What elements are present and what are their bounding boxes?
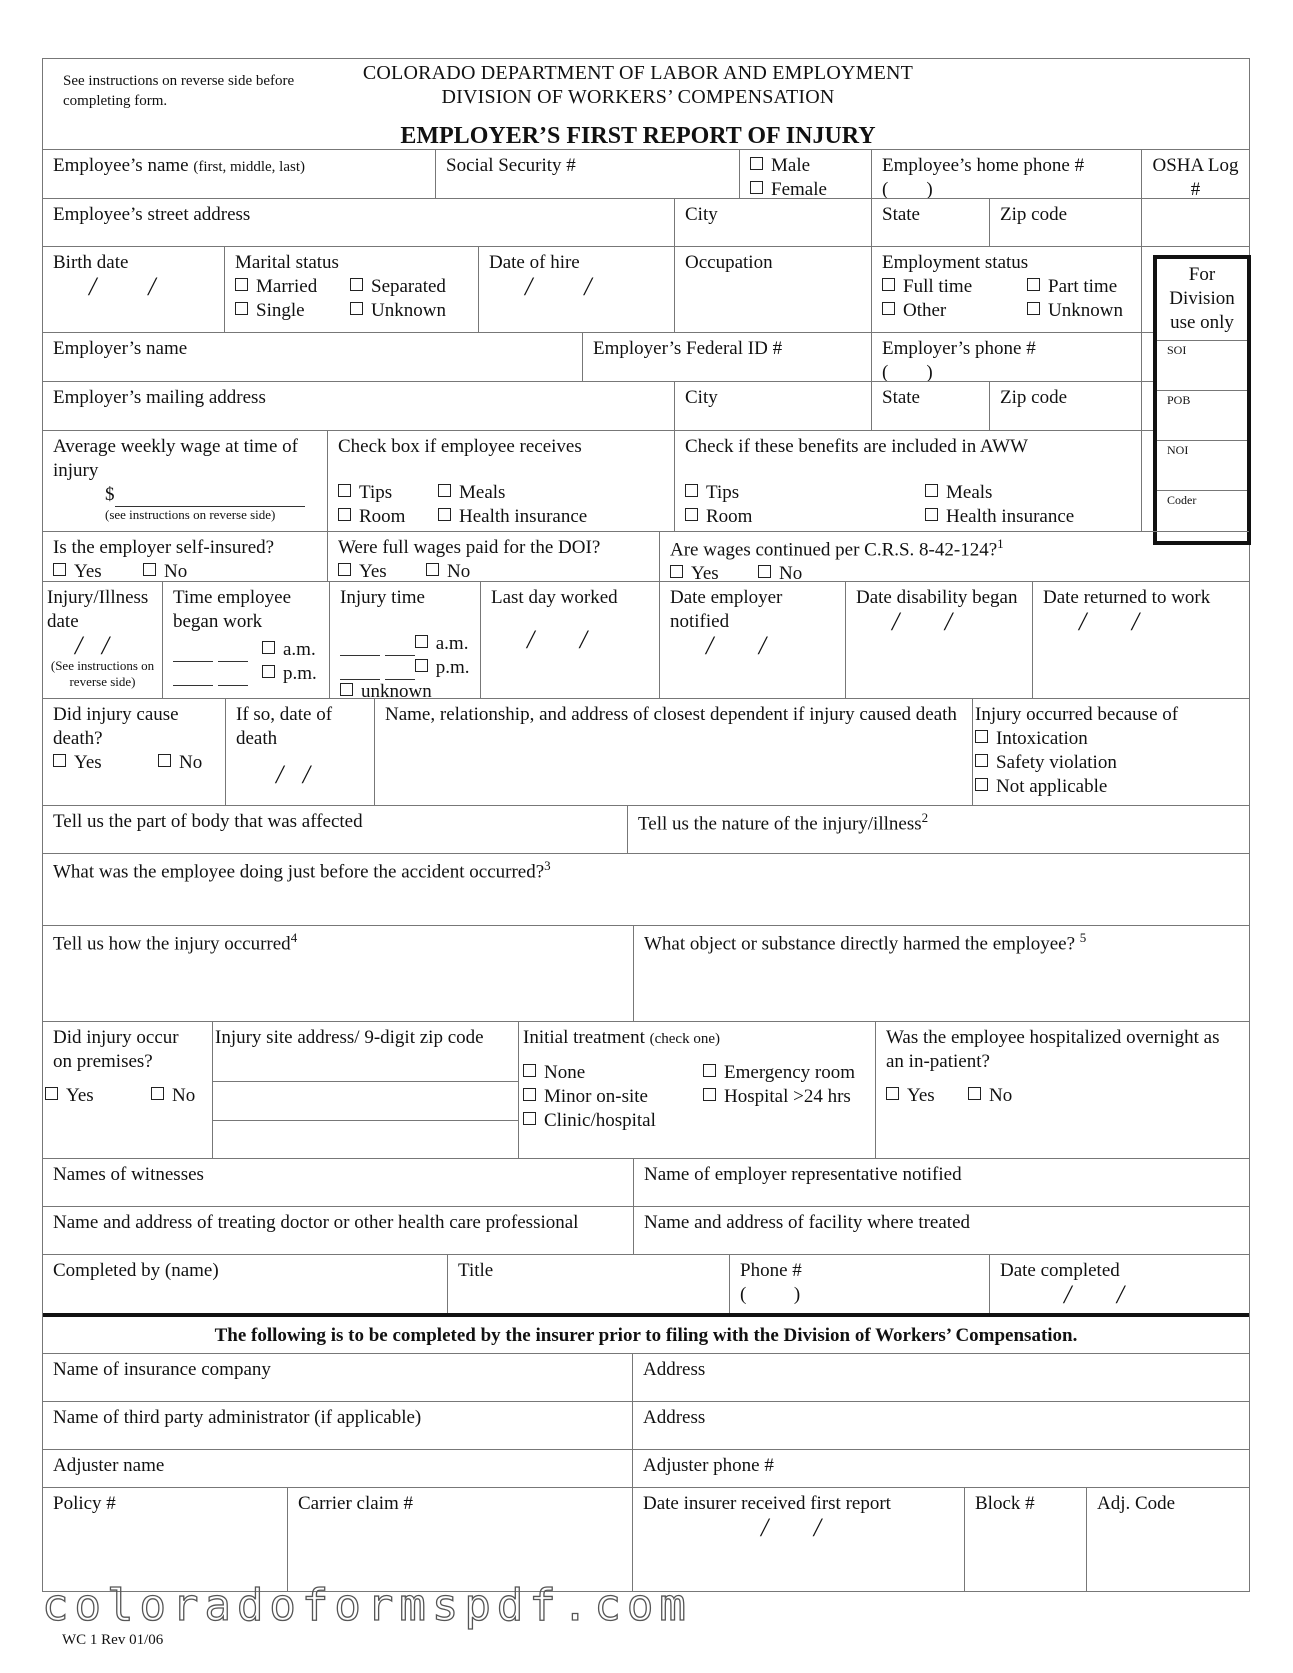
self-insured-no-checkbox[interactable] (143, 563, 156, 576)
premises-no-label: No (172, 1085, 196, 1106)
employer-zip-label: Zip code (1000, 387, 1068, 408)
treatment-minor-checkbox[interactable] (523, 1088, 536, 1101)
wages-continued-yes-checkbox[interactable] (670, 565, 683, 578)
row-dates (43, 581, 1249, 702)
row-wages (43, 430, 1249, 532)
included-tips-checkbox[interactable] (685, 484, 698, 497)
receives-room-checkbox[interactable] (338, 508, 351, 521)
activity-label: What was the employee doing just before the accident occurred? (53, 861, 545, 883)
row-adjuster (43, 1449, 1249, 1488)
dependent-label: Name, relationship, and address of closest dependent if injury caused death (385, 704, 957, 725)
row-doctor (43, 1206, 1249, 1255)
premises-label: Did injury occur on premises? (53, 1027, 179, 1072)
disability-label: Date disability began (856, 587, 1018, 608)
death-no-checkbox[interactable] (158, 754, 171, 767)
marital-unknown-label: Unknown (371, 300, 446, 321)
footnote-3: 3 (544, 858, 551, 873)
married-label: Married (256, 276, 318, 297)
wages-continued-no-label: No (779, 563, 803, 585)
self-insured-yes-checkbox[interactable] (53, 563, 66, 576)
included-tips-label: Tips (706, 482, 740, 503)
state-label: State (882, 204, 920, 225)
facility-field[interactable] (634, 1207, 1249, 1255)
city-label: City (685, 204, 718, 225)
row-employer (43, 332, 1249, 382)
body-part-field[interactable] (43, 806, 628, 854)
not-applicable-checkbox[interactable] (975, 778, 988, 791)
adjuster-field[interactable] (43, 1450, 633, 1488)
form-revision: WC 1 Rev 01/06 (62, 1632, 164, 1648)
included-health-checkbox[interactable] (925, 508, 938, 521)
employer-name-field[interactable] (43, 333, 583, 382)
block-label: Block # (975, 1493, 1035, 1514)
row-policy (43, 1487, 1249, 1592)
employer-zip-field[interactable] (990, 382, 1142, 431)
coder-field: Coder (1167, 493, 1197, 507)
employee-name-field[interactable] (43, 150, 436, 199)
row-insurance-company (43, 1353, 1249, 1402)
self-insured-label: Is the employer self-insured? (53, 537, 275, 558)
ssn-field[interactable] (436, 150, 740, 199)
premises-group (43, 1022, 213, 1159)
date-completed-field[interactable]: Date completed / / (990, 1255, 1249, 1314)
mailing-address-label: Employer’s mailing address (53, 387, 266, 408)
because-label: Injury occurred because of (975, 704, 1179, 725)
insurance-company-field[interactable] (43, 1354, 633, 1402)
single-checkbox[interactable] (235, 302, 248, 315)
because-group (973, 699, 1249, 806)
treatment-clinic-checkbox[interactable] (523, 1112, 536, 1125)
witnesses-label: Names of witnesses (53, 1164, 204, 1185)
adjuster-label: Adjuster name (53, 1455, 165, 1476)
row-body-part (43, 805, 1249, 854)
injury-date-note: (See instructions on reverse side) (50, 658, 155, 689)
doctor-label: Name and address of treating doctor or other health care professional (53, 1212, 579, 1233)
row-witnesses (43, 1158, 1249, 1207)
injury-unknown-label: unknown (361, 681, 432, 702)
wages-continued-yes-label: Yes (691, 563, 719, 585)
row-death (43, 698, 1249, 806)
death-group (43, 699, 226, 806)
department-heading (343, 61, 933, 109)
activity-field[interactable] (43, 854, 1249, 926)
overnight-yes-checkbox[interactable] (886, 1087, 899, 1100)
occupation-label: Occupation (685, 252, 773, 273)
overnight-label: Was the employee hospitalized overnight as an in-patient? (886, 1027, 1220, 1072)
treatment-clinic-label: Clinic/hospital (544, 1110, 656, 1131)
included-health-label: Health insurance (946, 506, 1075, 527)
wages-continued-group (660, 532, 1249, 585)
object-field[interactable] (634, 926, 1249, 1022)
site-address-group (213, 1022, 519, 1159)
full-wages-no-label: No (447, 561, 471, 582)
row-activity (43, 853, 1249, 926)
insurance-company-label: Name of insurance company (53, 1359, 271, 1380)
employer-name-label: Employer’s name (53, 338, 188, 359)
employment-status-group (872, 247, 1142, 333)
employment-status-label: Employment status (882, 252, 1029, 273)
tpa-address-field[interactable] (633, 1402, 1249, 1450)
instructions-note: See instructions on reverse side before completing form. (63, 73, 295, 109)
completed-by-label: Completed by (name) (53, 1260, 219, 1281)
city-field[interactable] (675, 199, 872, 247)
began-am-checkbox[interactable] (262, 641, 275, 654)
treatment-er-checkbox[interactable] (703, 1064, 716, 1077)
receives-meals-checkbox[interactable] (438, 484, 451, 497)
federal-id-label: Employer’s Federal ID # (593, 338, 783, 359)
object-label: What object or substance directly harmed the employee? (644, 933, 1076, 955)
receives-tips-label: Tips (359, 482, 393, 503)
adj-code-field[interactable] (1087, 1488, 1249, 1592)
premises-yes-checkbox[interactable] (45, 1087, 58, 1100)
premises-no-checkbox[interactable] (151, 1087, 164, 1100)
noi-field: NOI (1157, 441, 1247, 491)
adjuster-phone-field[interactable] (633, 1450, 1249, 1488)
form-title: EMPLOYER’S FIRST REPORT OF INJURY (400, 123, 876, 149)
employment-unknown-label: Unknown (1048, 300, 1123, 321)
wages-continued-no-checkbox[interactable] (758, 565, 771, 578)
company-address-field[interactable] (633, 1354, 1249, 1402)
other-label: Other (903, 300, 947, 321)
date-completed-label: Date completed (1000, 1260, 1120, 1281)
tpa-field[interactable] (43, 1402, 633, 1450)
returned-label: Date returned to work (1043, 587, 1211, 608)
death-no-label: No (179, 752, 203, 773)
time-began-field[interactable] (163, 582, 330, 699)
phone-paren: ( ) (740, 1284, 801, 1305)
adj-code-label: Adj. Code (1097, 1493, 1176, 1514)
full-wages-yes-label: Yes (359, 561, 387, 582)
overnight-no-label: No (989, 1085, 1013, 1106)
treatment-hosp24-checkbox[interactable] (703, 1088, 716, 1101)
aww-label: Average weekly wage at time of injury (53, 436, 298, 481)
received-date-field[interactable]: Date insurer received first report / / (633, 1488, 965, 1592)
part-time-label: Part time (1048, 276, 1118, 297)
row-tpa (43, 1401, 1249, 1450)
marital-status-group (225, 247, 479, 333)
title-label: Title (458, 1260, 494, 1281)
death-date-field[interactable]: If so, date of death / / (226, 699, 375, 806)
gender-group (740, 150, 872, 199)
overnight-yes-label: Yes (907, 1085, 935, 1106)
dependent-field[interactable] (375, 699, 973, 806)
injury-report-form (42, 58, 1250, 1592)
rep-field[interactable] (634, 1159, 1249, 1207)
treatment-minor-label: Minor on-site (544, 1086, 648, 1107)
how-field[interactable] (43, 926, 634, 1022)
osha-log-field[interactable] (1142, 150, 1249, 199)
phone-label: Phone # (740, 1260, 802, 1281)
site-address-line-2[interactable] (213, 1082, 518, 1121)
home-phone-field[interactable] (872, 150, 1142, 199)
birth-date-field[interactable] (43, 247, 225, 333)
title-field[interactable] (448, 1255, 730, 1314)
block-field[interactable] (965, 1488, 1087, 1592)
male-checkbox[interactable] (750, 157, 763, 170)
full-wages-label: Were full wages paid for the DOI? (338, 537, 601, 558)
state-field[interactable] (872, 199, 990, 247)
death-yes-label: Yes (74, 752, 102, 773)
employer-state-label: State (882, 387, 920, 408)
returned-field[interactable]: Date returned to work / / (1033, 582, 1249, 699)
dollar-sign: $ (105, 484, 115, 505)
employer-phone-paren: ( ) (882, 362, 933, 383)
received-date-label: Date insurer received first report (643, 1493, 891, 1514)
death-date-label: If so, date of death (236, 704, 333, 749)
site-address-line-1[interactable] (213, 1022, 518, 1082)
adjuster-phone-label: Adjuster phone # (643, 1455, 774, 1476)
separated-checkbox[interactable] (350, 278, 363, 291)
row-personal (43, 246, 1249, 333)
hire-date-slashes: / / (525, 272, 592, 301)
row-employee-address (43, 198, 1249, 247)
safety-violation-checkbox[interactable] (975, 754, 988, 767)
injury-date-field[interactable]: Injury/Illness date / / (See instructions on reverse side) (43, 582, 163, 699)
insurer-heading: The following is to be completed by the insurer prior to filing with the Division of Workers’ Compensation. (214, 1325, 1078, 1346)
included-room-label: Room (706, 506, 753, 527)
row-how (43, 925, 1249, 1022)
row-employer-address (43, 381, 1249, 431)
claim-field[interactable] (288, 1488, 633, 1592)
employee-name-hint: (first, middle, last) (193, 159, 306, 175)
receives-group (328, 431, 675, 532)
injury-am-label: a.m. (435, 633, 469, 654)
completed-by-field[interactable] (43, 1255, 448, 1314)
part-time-checkbox[interactable] (1027, 278, 1040, 291)
dept-line-1: COLORADO DEPARTMENT OF LABOR AND EMPLOYMENT (362, 62, 914, 84)
included-meals-checkbox[interactable] (925, 484, 938, 497)
hire-date-label: Date of hire (489, 252, 580, 273)
full-wages-group (328, 532, 660, 582)
doctor-field[interactable] (43, 1207, 634, 1255)
witnesses-field[interactable] (43, 1159, 634, 1207)
receives-meals-label: Meals (459, 482, 506, 503)
aww-note: (see instructions on reverse side) (105, 507, 276, 522)
aww-included-label: Check if these benefits are included in AWW (685, 436, 1028, 457)
phone-field[interactable] (730, 1255, 990, 1314)
insurer-heading-row (43, 1313, 1249, 1357)
ssn-label: Social Security # (446, 155, 576, 176)
footnote-5: 5 (1079, 930, 1087, 945)
overnight-no-checkbox[interactable] (968, 1087, 981, 1100)
other-checkbox[interactable] (882, 302, 895, 315)
receives-room-label: Room (359, 506, 406, 527)
employer-city-field[interactable] (675, 382, 872, 431)
overnight-group (876, 1022, 1249, 1159)
treatment-hint: (check one) (649, 1031, 720, 1047)
not-applicable-label: Not applicable (996, 776, 1108, 797)
home-phone-label: Employee’s home phone # (882, 155, 1085, 176)
notified-field[interactable]: Date employer notified / / (660, 582, 846, 699)
aww-field[interactable] (43, 431, 328, 532)
wages-continued-label: Are wages continued per C.R.S. 8-42-124? (670, 539, 998, 561)
mailing-address-field[interactable] (43, 382, 675, 431)
osha-log-label: OSHA Log # (1152, 155, 1239, 200)
treatment-er-label: Emergency room (724, 1062, 856, 1083)
federal-id-field[interactable] (583, 333, 872, 382)
receives-label: Check box if employee receives (338, 436, 582, 457)
receives-health-label: Health insurance (459, 506, 588, 527)
row-employee (43, 149, 1249, 199)
treatment-none-checkbox[interactable] (523, 1064, 536, 1077)
single-label: Single (256, 300, 305, 321)
employer-phone-field[interactable] (872, 333, 1142, 382)
marital-unknown-checkbox[interactable] (350, 302, 363, 315)
included-meals-label: Meals (946, 482, 993, 503)
disability-field[interactable]: Date disability began / / (846, 582, 1033, 699)
injury-time-label: Injury time (340, 587, 425, 608)
injury-pm-checkbox[interactable] (415, 659, 428, 672)
nature-label: Tell us the nature of the injury/illness (638, 813, 922, 835)
receives-health-checkbox[interactable] (438, 508, 451, 521)
full-wages-yes-checkbox[interactable] (338, 563, 351, 576)
receives-tips-checkbox[interactable] (338, 484, 351, 497)
row-completed-by (43, 1254, 1249, 1314)
treatment-group (519, 1022, 876, 1159)
birth-date-label: Birth date (53, 252, 129, 273)
division-use-box (1153, 255, 1251, 545)
watermark: coloradoformspdf.com (42, 1580, 692, 1631)
injury-date-label: Injury/Illness date (47, 587, 149, 632)
marital-status-label: Marital status (235, 252, 339, 273)
occupation-field[interactable] (675, 247, 872, 333)
employment-unknown-checkbox[interactable] (1027, 302, 1040, 315)
self-insured-yes-label: Yes (74, 561, 102, 582)
intoxication-label: Intoxication (996, 728, 1088, 749)
employer-state-field[interactable] (872, 382, 990, 431)
began-am-label: a.m. (283, 639, 316, 660)
row-treatment (43, 1021, 1249, 1159)
death-yes-checkbox[interactable] (53, 754, 66, 767)
included-room-checkbox[interactable] (685, 508, 698, 521)
division-use-title: For Division use only (1157, 259, 1247, 341)
separated-label: Separated (371, 276, 446, 297)
policy-label: Policy # (53, 1493, 116, 1514)
row-insurance-questions (43, 531, 1249, 585)
last-day-label: Last day worked (491, 587, 618, 608)
female-checkbox[interactable] (750, 181, 763, 194)
nature-field[interactable] (628, 806, 1249, 854)
footnote-1: 1 (997, 536, 1004, 551)
death-label: Did injury cause death? (53, 704, 179, 749)
employee-name-label: Employee’s name (53, 155, 189, 176)
injury-unknown-checkbox[interactable] (340, 683, 353, 696)
injury-pm-label: p.m. (435, 657, 470, 678)
policy-field[interactable] (43, 1488, 288, 1592)
facility-label: Name and address of facility where treated (644, 1212, 971, 1233)
began-pm-label: p.m. (283, 663, 317, 684)
hire-date-field[interactable] (479, 247, 675, 333)
intoxication-checkbox[interactable] (975, 730, 988, 743)
zip-label: Zip code (1000, 204, 1068, 225)
footnote-2: 2 (921, 810, 929, 825)
female-label: Female (771, 179, 827, 200)
self-insured-group (43, 532, 328, 582)
pob-field: POB (1157, 391, 1247, 441)
premises-yes-label: Yes (66, 1085, 94, 1106)
street-address-field[interactable] (43, 199, 675, 247)
treatment-none-label: None (544, 1062, 586, 1083)
claim-label: Carrier claim # (298, 1493, 414, 1514)
time-began-label: Time employee began work (173, 587, 292, 632)
zip-field[interactable] (990, 199, 1142, 247)
last-day-field[interactable]: Last day worked / / (481, 582, 660, 699)
company-address-label: Address (643, 1359, 706, 1380)
full-wages-no-checkbox[interactable] (426, 563, 439, 576)
birth-date-slashes: / / (89, 272, 156, 301)
home-phone-paren: ( ) (882, 179, 933, 200)
street-address-label: Employee’s street address (53, 204, 251, 225)
notified-label: Date employer notified (670, 587, 783, 632)
injury-am-checkbox[interactable] (415, 635, 428, 648)
site-address-line-3[interactable] (213, 1121, 518, 1159)
male-label: Male (771, 155, 811, 176)
how-label: Tell us how the injury occurred (53, 933, 291, 955)
employer-phone-label: Employer’s phone # (882, 338, 1036, 359)
soi-field: SOI (1157, 341, 1247, 391)
full-time-checkbox[interactable] (882, 278, 895, 291)
dept-line-2: DIVISION OF WORKERS’ COMPENSATION (441, 86, 835, 108)
aww-included-group (675, 431, 1142, 532)
began-pm-checkbox[interactable] (262, 665, 275, 678)
rep-label: Name of employer representative notified (644, 1164, 962, 1185)
employer-city-label: City (685, 387, 718, 408)
tpa-address-label: Address (643, 1407, 706, 1428)
injury-time-field[interactable] (330, 582, 481, 702)
self-insured-no-label: No (164, 561, 188, 582)
safety-violation-label: Safety violation (996, 752, 1117, 773)
married-checkbox[interactable] (235, 278, 248, 291)
treatment-label: Initial treatment (523, 1027, 645, 1048)
site-address-label: Injury site address/ 9-digit zip code (215, 1027, 484, 1048)
footnote-4: 4 (290, 930, 298, 945)
full-time-label: Full time (903, 276, 973, 297)
treatment-hosp24-label: Hospital >24 hrs (724, 1086, 851, 1107)
body-part-label: Tell us the part of body that was affected (53, 811, 363, 832)
tpa-label: Name of third party administrator (if applicable) (53, 1407, 422, 1428)
